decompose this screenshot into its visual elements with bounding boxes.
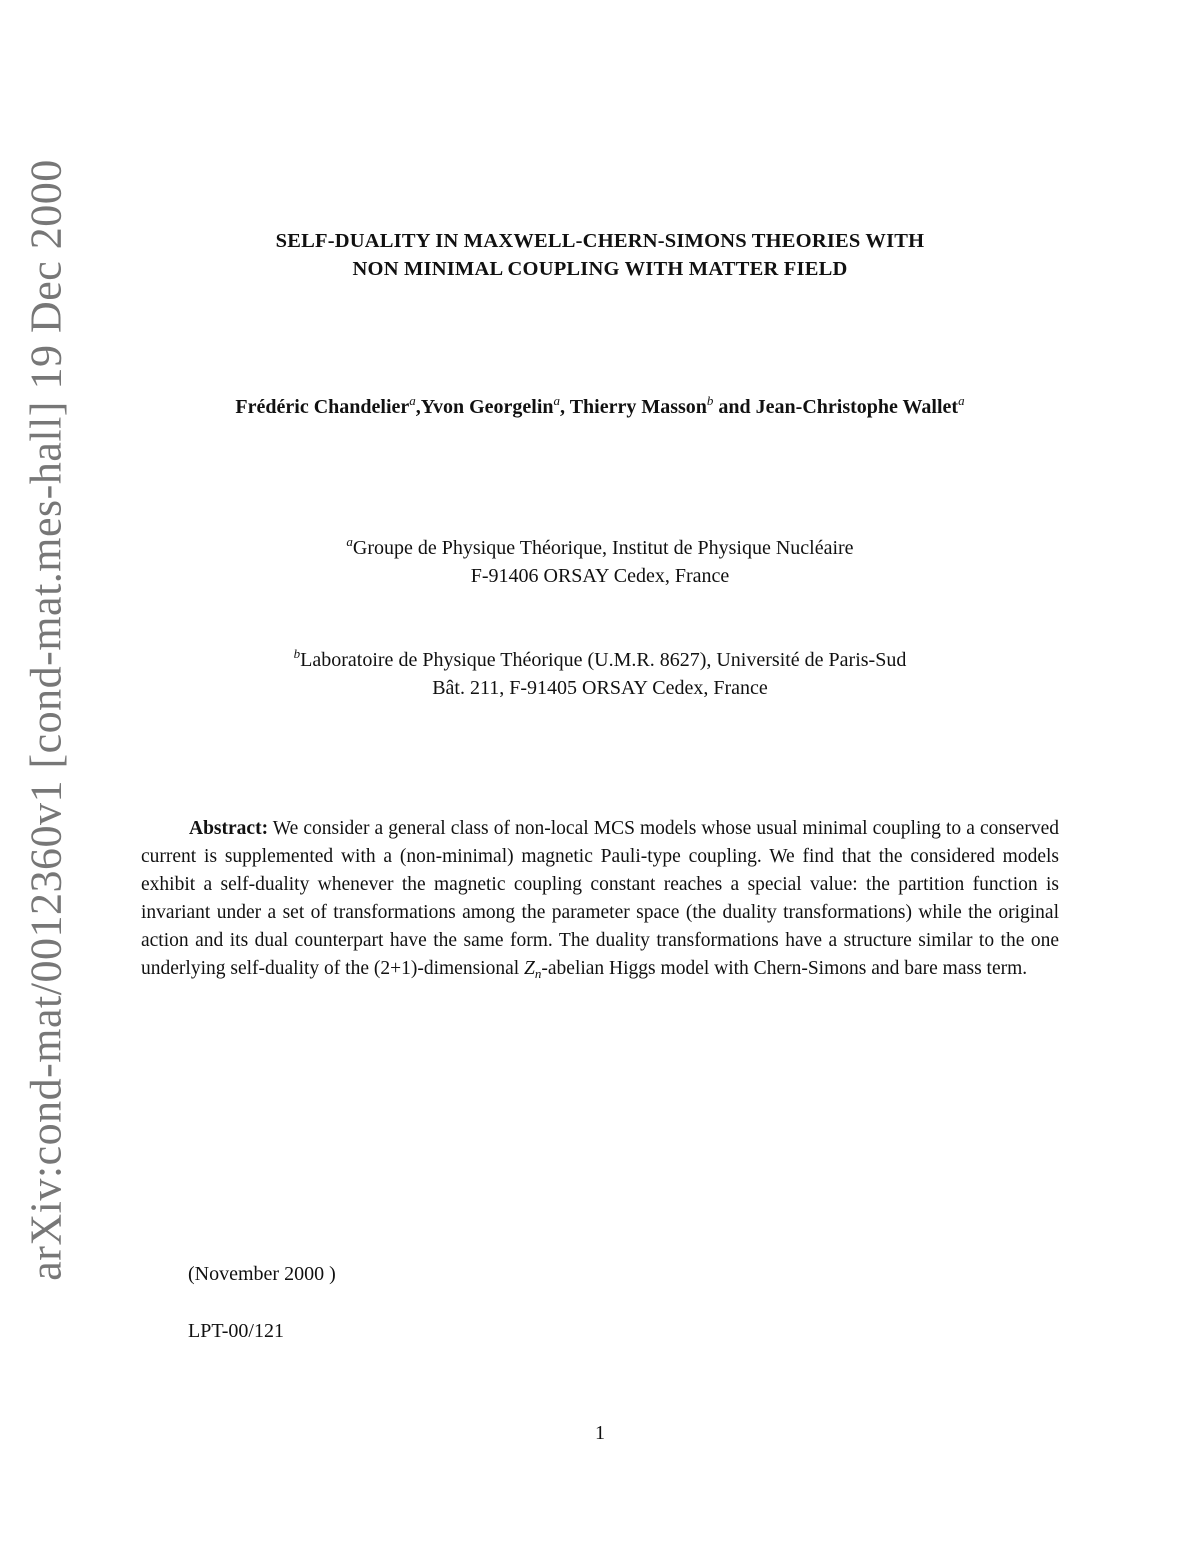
author-name: Thierry Masson (569, 396, 707, 418)
affiliation-mark: a (346, 534, 353, 549)
paper-title-line-2: NON MINIMAL COUPLING WITH MATTER FIELD (352, 258, 848, 280)
abstract (141, 815, 1059, 984)
affiliation-b-line-2: Bât. 211, F-91405 ORSAY Cedex, France (432, 677, 768, 699)
author-affiliation-mark: a (958, 393, 965, 408)
affiliation-a-line-1 (0, 534, 1200, 562)
author-affiliation-mark: a (553, 393, 561, 408)
affiliation-mark: b (293, 646, 301, 661)
author-separator: , (560, 396, 570, 418)
affiliation-b-line-1 (0, 646, 1200, 674)
author-name: Jean-Christophe Wallet (755, 396, 959, 418)
author-list (0, 393, 1200, 419)
affiliation-a-name: Groupe de Physique Théorique, Institut de Physique Nucléaire (352, 537, 854, 559)
math-subscript-n: n (534, 966, 542, 982)
arxiv-identifier-stamp: arXiv:cond-mat/0012360v1 [cond-mat.mes-hall] 19 Dec 2000 (21, 159, 71, 1281)
abstract-label: Abstract: (189, 818, 269, 839)
affiliation-b-name: Laboratoire de Physique Théorique (U.M.R. 8627), Université de Paris-Sud (300, 649, 907, 671)
author-affiliation-mark: b (706, 393, 714, 408)
author-separator: , (415, 396, 421, 418)
math-z: Z (524, 958, 535, 980)
abstract-text: We consider a general class of non-local MCS models whose usual minimal coupling to a conserved current is supplemented with a (non-minimal) magnetic Pauli-type coupling. We find that the considered models exhibit a self-duality whenever the magnetic coupling constant reaches a special value: the partition function is invariant under a set of transformations among the parameter space (the duality transformations) while the original action and its dual counterpart have the same form. The duality transformations have a structure similar to the one underlying self-duality of the (2+1)-dimensional (141, 818, 1059, 980)
abstract-text-end: -abelian Higgs model with Chern-Simons and bare mass term. (541, 958, 1028, 980)
author-name: Frédéric Chandelier (235, 396, 410, 418)
author-affiliation-mark: a (409, 393, 416, 408)
page-number: 1 (595, 1422, 605, 1444)
report-number: LPT-00/121 (188, 1320, 284, 1342)
author-separator: and (713, 396, 756, 418)
paper-title-line-1: SELF-DUALITY IN MAXWELL-CHERN-SIMONS THEORIES WITH (275, 230, 925, 252)
affiliation-a-line-2: F-91406 ORSAY Cedex, France (470, 565, 730, 587)
author-name: Yvon Georgelin (420, 396, 554, 418)
date-line: (November 2000 ) (188, 1263, 336, 1285)
